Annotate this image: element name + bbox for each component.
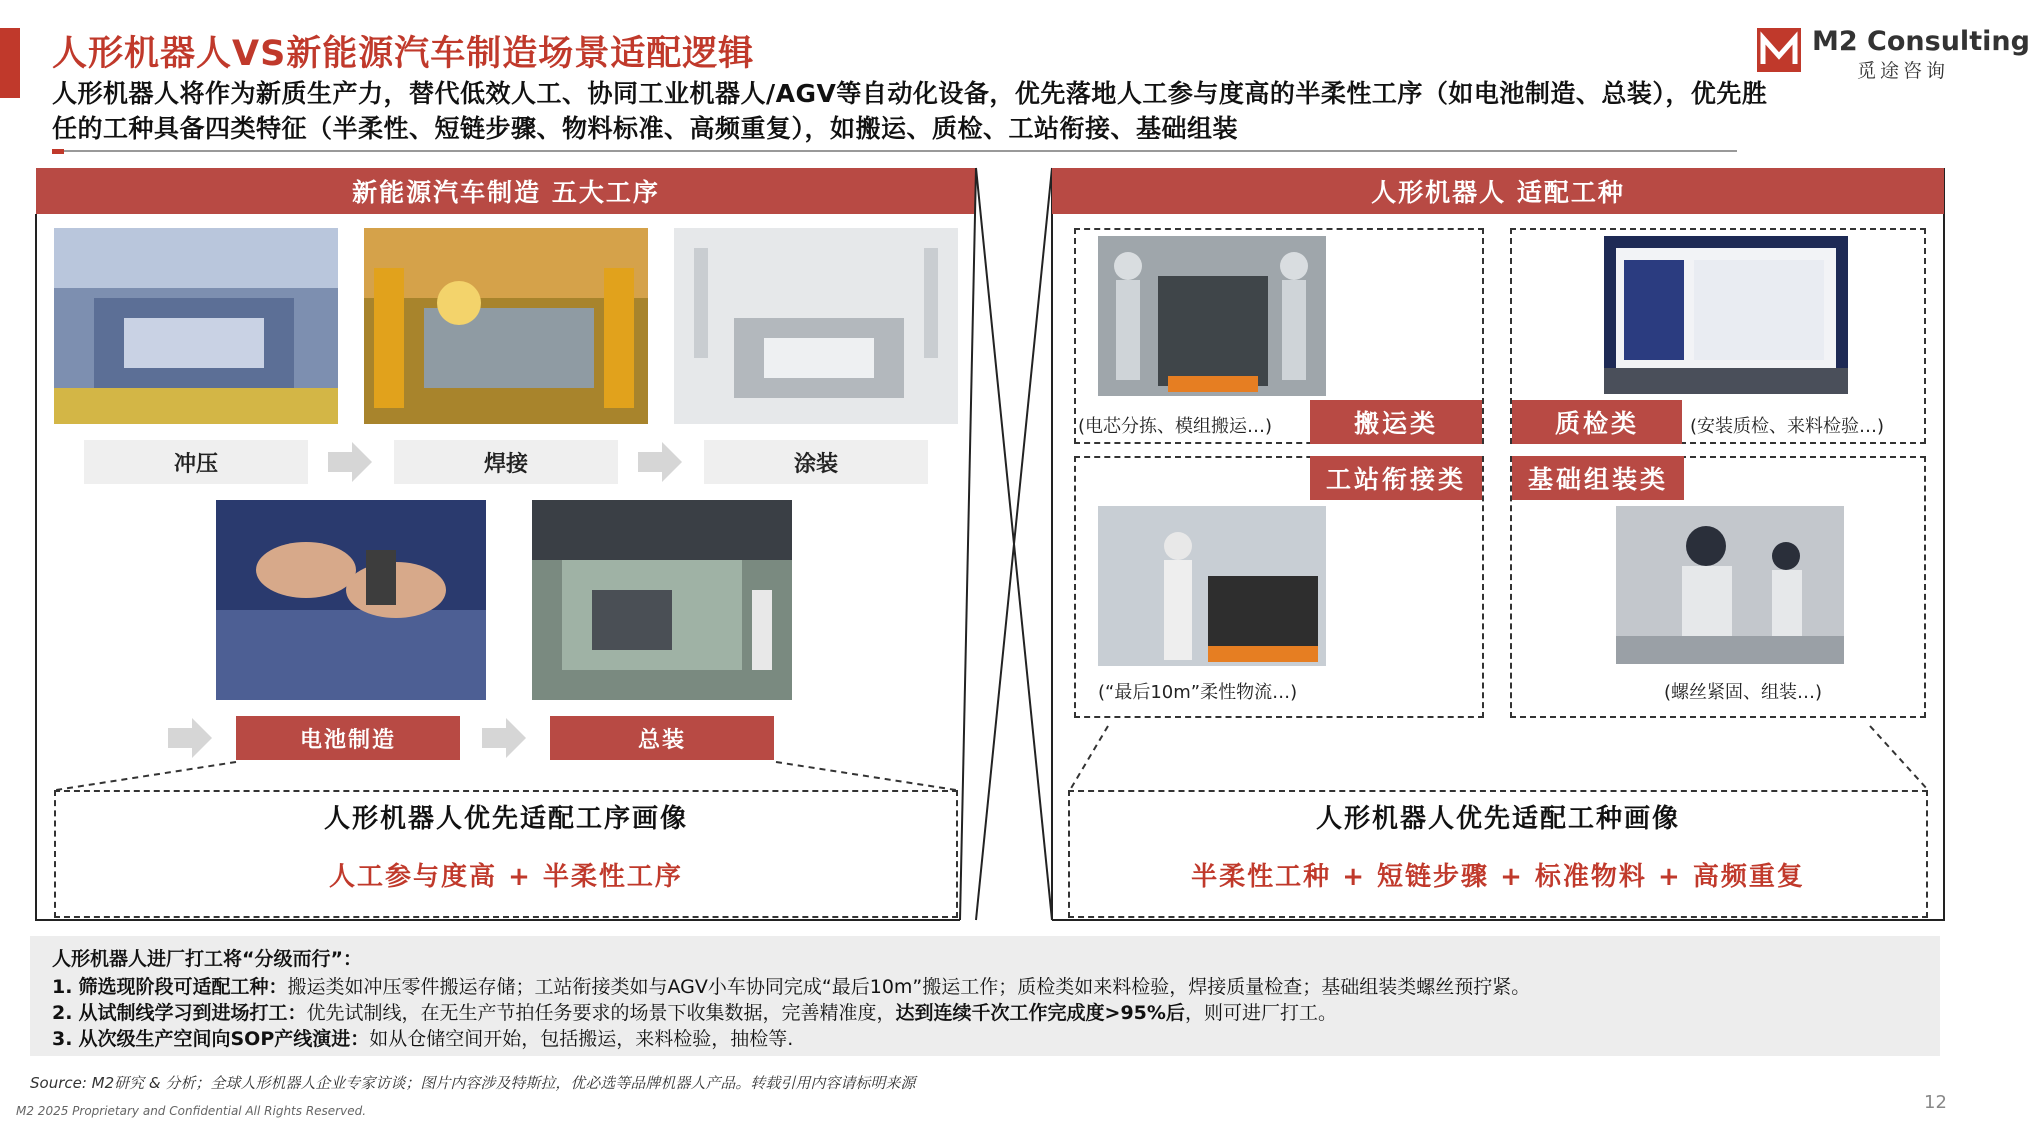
note-number: 1.	[52, 976, 73, 998]
note-bold: 筛选现阶段可适配工种：	[78, 976, 288, 998]
note-bold-2: 达到连续千次工作完成度>95%后	[895, 1002, 1185, 1024]
job-caption-basic-assembly: (螺丝紧固、组装…)	[1664, 682, 1823, 703]
welding-photo	[364, 228, 648, 424]
arrow-right-icon	[168, 718, 214, 762]
page-title: 人形机器人VS新能源汽车制造场景适配逻辑	[52, 34, 755, 74]
step-welding: 焊接	[394, 440, 618, 484]
logo-name: M2 Consulting	[1812, 26, 2030, 57]
assembly-robot-photo	[1616, 506, 1844, 664]
final-assembly-photo	[532, 500, 792, 700]
left-panel-header: 新能源汽车制造 五大工序	[36, 168, 976, 214]
page-subtitle: 人形机器人将作为新质生产力，替代低效人工、协同工业机器人/AGV等自动化设备，优先落地人工参与度高的半柔性工序（如电池制造、总装），优先胜任的工种具备四类特征（半柔性、短链步骤、物料标准、高频重复），如搬运、质检、工站衔接、基础组装	[52, 79, 1768, 143]
tag-basic-assembly: 基础组装类	[1512, 456, 1684, 500]
step-stamping: 冲压	[84, 440, 308, 484]
step-final-assembly: 总装	[550, 716, 774, 760]
process-portrait-text: 人工参与度高 + 半柔性工序	[329, 862, 683, 892]
page-number: 12	[1924, 1092, 1947, 1113]
arrow-right-icon	[482, 718, 528, 762]
arrow-right-icon	[638, 442, 684, 486]
note-item-3	[52, 1024, 793, 1051]
station-link-robot-photo	[1098, 506, 1326, 666]
inspection-screen-photo	[1604, 236, 1848, 394]
note-text: 搬运类如冲压零件搬运存储；工站衔接类如与AGV小车协同完成“最后10m”搬运工作；质检类如来料检验，焊接质量检查；基础组装类螺丝预拧紧。	[287, 976, 1531, 998]
copyright-note: M2 2025 Proprietary and Confidential All Rights Reserved.	[16, 1104, 367, 1118]
source-note: Source: M2研究 & 分析；全球人形机器人企业专家访谈；图片内容涉及特斯拉，优必选等品牌机器人产品。转载引用内容请标明来源	[30, 1074, 916, 1092]
note-number: 3.	[52, 1028, 73, 1050]
stamping-photo	[54, 228, 338, 424]
tag-station-link: 工站衔接类	[1310, 456, 1482, 500]
process-portrait-title: 人形机器人优先适配工序画像	[323, 804, 688, 834]
note-item-1	[52, 972, 1530, 999]
right-panel-header: 人形机器人 适配工种	[1052, 168, 1944, 214]
notes-heading: 人形机器人进厂打工将“分级而行”：	[52, 948, 362, 970]
step-painting: 涂装	[704, 440, 928, 484]
tag-handling: 搬运类	[1310, 400, 1482, 444]
logo-subtitle: 觅途咨询	[1857, 60, 1950, 82]
job-portrait-title: 人形机器人优先适配工种画像	[1315, 804, 1680, 834]
job-caption-inspection: (安装质检、来料检验…)	[1690, 416, 1885, 437]
note-text-2: ，则可进厂打工。	[1184, 1002, 1337, 1024]
handling-robot-photo	[1098, 236, 1326, 396]
note-bold: 从试制线学习到进场打工：	[78, 1002, 307, 1024]
painting-photo	[674, 228, 958, 424]
note-text: 如从仓储空间开始，包括搬运，来料检验，抽检等.	[369, 1028, 794, 1050]
note-bold: 从次级生产空间向SOP产线演进：	[78, 1028, 370, 1050]
job-portrait-text: 半柔性工种 + 短链步骤 + 标准物料 + 高频重复	[1191, 862, 1805, 892]
note-item-2	[52, 998, 1337, 1025]
arrow-right-icon	[328, 442, 374, 486]
step-battery-manufacturing: 电池制造	[236, 716, 460, 760]
tag-inspection: 质检类	[1512, 400, 1682, 444]
note-text: 优先试制线，在无生产节拍任务要求的场景下收集数据，完善精准度，	[306, 1002, 896, 1024]
job-caption-station-link: (“最后10m”柔性物流…)	[1098, 682, 1298, 703]
battery-manufacturing-photo	[216, 500, 486, 700]
job-caption-handling: (电芯分拣、模组搬运…)	[1078, 416, 1273, 437]
note-number: 2.	[52, 1002, 73, 1024]
